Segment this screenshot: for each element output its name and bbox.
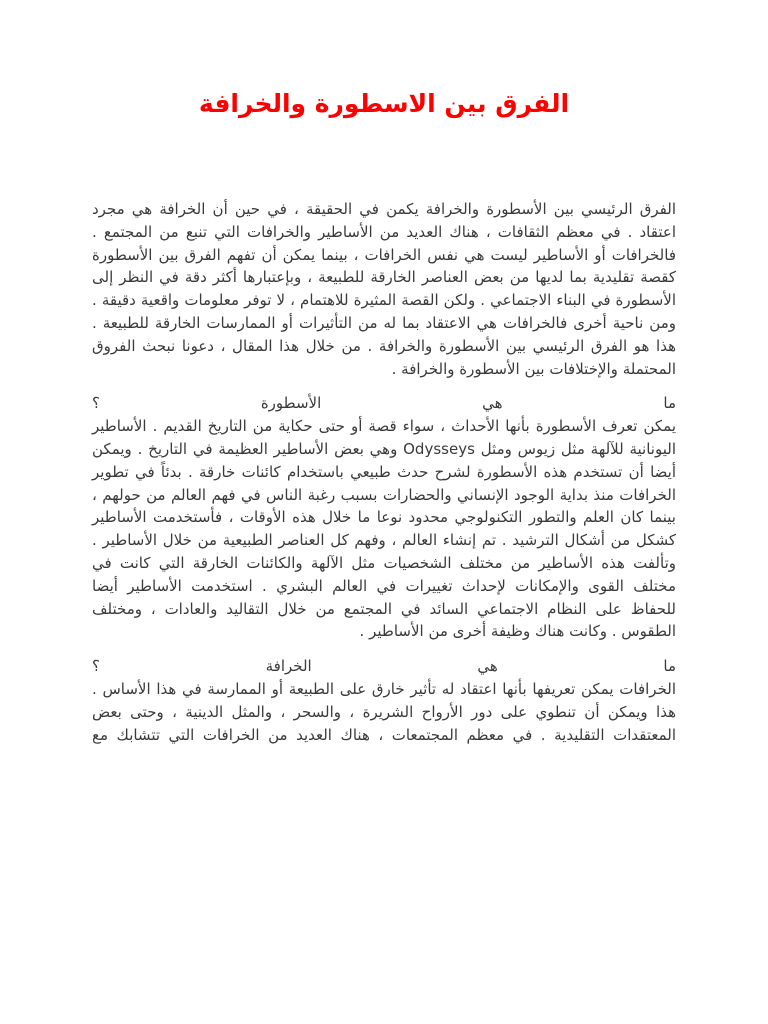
myth-question-line (92, 392, 676, 415)
myth-q-what: ما (663, 394, 676, 413)
myth-heading (92, 392, 676, 415)
superstition-question-line (92, 655, 676, 678)
myth-q-is: هي (482, 394, 503, 413)
document-title: الفرق بين الاسطورة والخرافة (198, 89, 570, 118)
superstition-q-what: ما (663, 657, 676, 676)
superstition-q-is: هي (477, 657, 498, 676)
superstition-q-term: الخرافة (265, 657, 312, 676)
intro-paragraph: الفرق الرئيسي بين الأسطورة والخرافة يكمن في الحقيقة ، في حين أن الخرافة هي مجرد اعتقاد . في معظم الثقافات ، هناك العديد من الأساطير والخرافات التي تنبع من المجتمع . فالخرافات أو الأساطير ليست هي نفس الخرافات ، بينما يمكن أن تفهم الفرق بين الأسطورة كقصة تقليدية بما لديها من بعض العناصر الخارقة للطبيعة ، وبإعتبارها أكثر دقة في النظر إلى الأسطورة في البناء الاجتماعي . ولكن القصة المثيرة للاهتمام ، لا توفر معلومات واقعية دقيقة . ومن ناحية أخرى فالخرافات هي الاعتقاد بما له من التأثيرات أو الممارسات الخارقة للطبيعة . هذا هو الفرق الرئيسي بين الأسطورة والخرافة . من خلال هذا المقال ، دعونا نبحث الفروق المحتملة والإختلافات بين الأسطورة والخرافة . (92, 200, 676, 378)
superstition-heading (92, 655, 676, 678)
document-body (92, 198, 676, 758)
superstition-section (92, 655, 676, 746)
superstition-q-mark: ؟ (92, 657, 100, 676)
myth-q-term: الأسطورة (260, 394, 322, 413)
superstition-paragraph: الخرافات يمكن تعريفها بأنها اعتقاد له تأثير خارق على الطبيعة أو الممارسة في هذا الأساس . هذا ويمكن أن تنطوي على دور الأرواح الشريرة ، والسحر ، والمثل الدينية ، وحتى بعض المعتقدات التقليدية . في معظم المجتمعات ، هناك العديد من الخرافات التي تتشابك مع (92, 679, 676, 744)
myth-section (92, 392, 676, 643)
myth-q-mark: ؟ (92, 394, 100, 413)
myth-paragraph: يمكن تعرف الأسطورة بأنها الأحداث ، سواء قصة أو حتى حكاية من التاريخ القديم . الأساطير اليونانية للآلهة مثل زيوس ومثل Odysseys وهي بعض الأساطير العظيمة في التاريخ . ويمكن أيضا أن تستخدم هذه الأسطورة لشرح حدث طبيعي باستخدام كائنات خارقة . بدئاً في تطوير الخرافات منذ بداية الوجود الإنساني والحضارات بسبب رغبة الناس في فهم العالم من حولهم ، بينما كان العلم والتطور التكنولوجي محدود نوعا ما خلال هذه الأوقات ، فأستخدمت الأساطير كشكل من أشكال الترشيد . تم إنشاء العالم ، وفهم كل العناصر الطبيعية من خلال الأساطير . وتألفت هذه الأساطير من مختلف الشخصيات مثل الآلهة والكائنات الخارقة التي كانت في مختلف القوى والإمكانات لإحداث تغييرات في العالم البشري . استخدمت الأساطير أيضا للحفاظ على النظام الاجتماعي السائد في المجتمع من خلال التقاليد والعادات ، ومختلف الطقوس . وكانت هناك وظيفة أخرى من الأساطير . (92, 417, 676, 641)
